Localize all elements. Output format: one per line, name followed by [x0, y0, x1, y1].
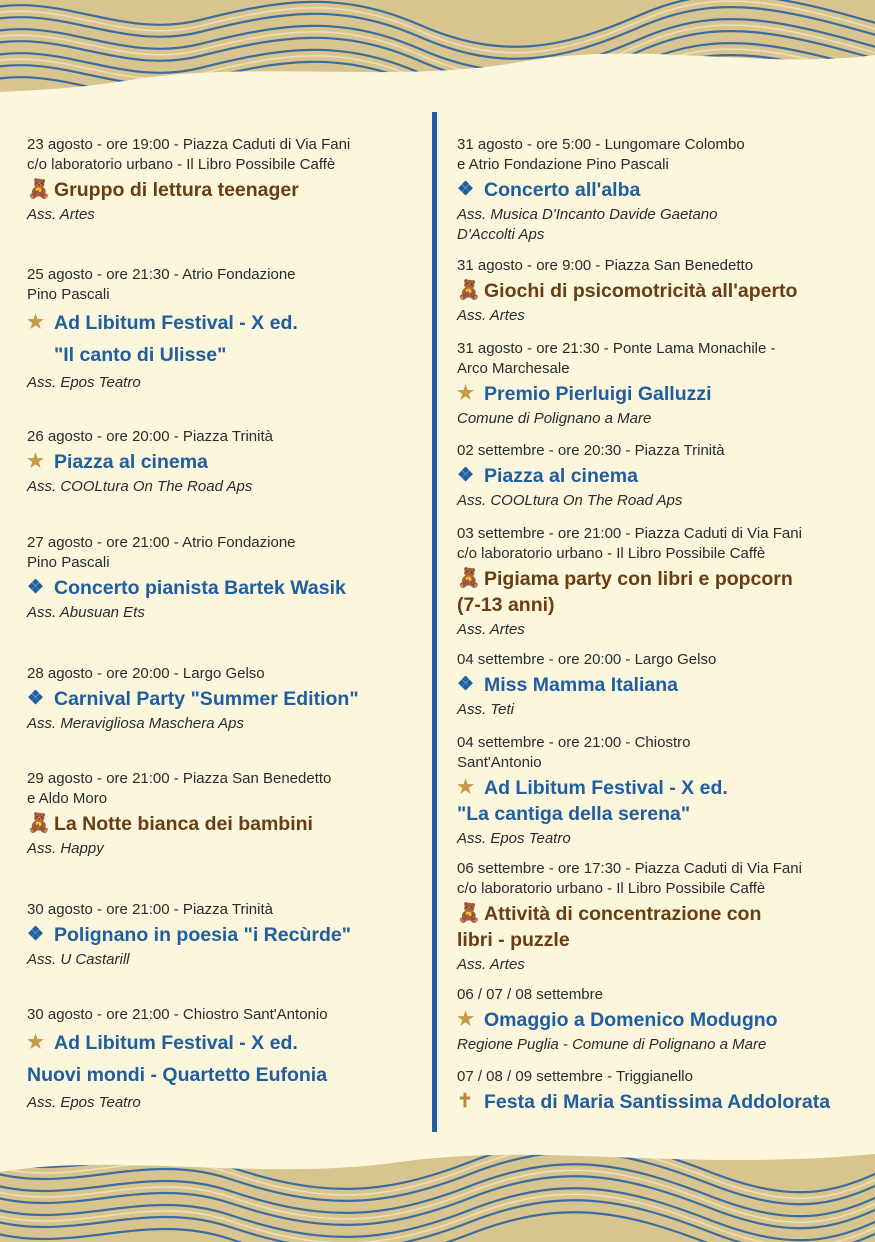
event-title: ✝ Festa di Maria Santissima Addolorata	[457, 1091, 831, 1113]
bottom-wave-decoration	[0, 1142, 875, 1242]
column-divider	[432, 112, 437, 1132]
event-item	[457, 524, 867, 640]
event-item	[27, 664, 417, 734]
event-meta: 07 / 08 / 09 settembre - Triggianello	[457, 1068, 693, 1085]
event-title-line2: Nuovi mondi - Quartetto Eufonia	[27, 1064, 328, 1086]
event-organizer: Ass. Teti	[457, 701, 514, 718]
top-wave-decoration	[0, 0, 875, 100]
event-meta: 02 settembre - ore 20:30 - Piazza Trinità	[457, 442, 725, 459]
event-title: 🧸 La Notte bianca dei bambini	[27, 813, 313, 835]
event-meta: 31 agosto - ore 5:00 - Lungomare Colombo e Atrio Fondazione Pino Pascali	[457, 136, 745, 173]
event-organizer: Ass. Artes	[457, 621, 525, 638]
event-item	[457, 859, 867, 975]
event-item	[457, 135, 867, 245]
event-organizer: Ass. Meravigliosa Maschera Aps	[27, 715, 245, 732]
event-title: ❖ Carnival Party "Summer Edition"	[27, 688, 359, 710]
event-title: ❖ Polignano in poesia "i Recùrde"	[27, 924, 351, 946]
event-meta: 06 / 07 / 08 settembre	[457, 986, 603, 1003]
event-title: 🧸 Pigiama party con libri e popcorn	[457, 568, 793, 590]
event-title-line2: (7-13 anni)	[457, 594, 555, 616]
diamond-icon: ❖	[457, 674, 475, 695]
event-organizer: Ass. Artes	[457, 956, 525, 973]
event-item	[457, 650, 867, 720]
teddy-bear-icon: 🧸	[27, 813, 51, 834]
event-meta: 03 settembre - ore 21:00 - Piazza Caduti di Via Fani c/o laboratorio urbano - Il Libro Possibile Caffè	[457, 525, 802, 562]
event-item	[457, 339, 867, 429]
event-organizer: Ass. U Castarill	[27, 951, 130, 968]
event-item	[27, 533, 417, 623]
event-item	[457, 256, 867, 326]
event-meta: 06 settembre - ore 17:30 - Piazza Caduti di Via Fani c/o laboratorio urbano - Il Libro Possibile Caffè	[457, 860, 802, 897]
teddy-bear-icon: 🧸	[457, 280, 481, 301]
event-item	[27, 265, 417, 393]
event-title: ★ Omaggio a Domenico Modugno	[457, 1009, 778, 1031]
event-item	[27, 900, 417, 970]
event-title: 🧸 Gruppo di lettura teenager	[27, 179, 299, 201]
event-organizer: Ass. Artes	[457, 307, 525, 324]
teddy-bear-icon: 🧸	[457, 568, 481, 589]
star-icon: ★	[457, 1009, 475, 1030]
event-meta: 26 agosto - ore 20:00 - Piazza Trinità	[27, 428, 273, 445]
event-meta: 27 agosto - ore 21:00 - Atrio Fondazione Pino Pascali	[27, 534, 296, 571]
event-item	[457, 733, 867, 849]
event-item	[457, 985, 867, 1055]
event-organizer: Ass. COOLtura On The Road Aps	[457, 492, 683, 509]
event-title: ★ Premio Pierluigi Galluzzi	[457, 383, 712, 405]
event-item	[27, 135, 417, 225]
star-icon: ★	[27, 451, 45, 472]
event-item	[27, 427, 417, 497]
event-meta: 25 agosto - ore 21:30 - Atrio Fondazione Pino Pascali	[27, 266, 296, 303]
event-title: ★ Ad Libitum Festival - X ed. "Il canto di Ulisse"	[27, 307, 417, 371]
event-organizer: Ass. Epos Teatro	[27, 1094, 141, 1111]
event-title: ❖ Concerto pianista Bartek Wasik	[27, 577, 346, 599]
event-title-line2: "La cantiga della serena"	[457, 803, 691, 825]
event-meta: 04 settembre - ore 21:00 - Chiostro Sant'Antonio	[457, 734, 691, 771]
event-organizer: Ass. Epos Teatro	[457, 830, 571, 847]
event-meta: 29 agosto - ore 21:00 - Piazza San Benedetto e Aldo Moro	[27, 770, 332, 807]
event-organizer: Ass. Abusuan Ets	[27, 604, 145, 621]
event-title: ★ Piazza al cinema	[27, 451, 208, 473]
diamond-icon: ❖	[457, 179, 475, 200]
event-title: 🧸 Attività di concentrazione con	[457, 903, 762, 925]
event-title: ★ Ad Libitum Festival - X ed.	[27, 1027, 417, 1059]
event-meta: 30 agosto - ore 21:00 - Piazza Trinità	[27, 901, 273, 918]
event-organizer: Ass. Happy	[27, 840, 104, 857]
event-title: ❖ Piazza al cinema	[457, 465, 638, 487]
diamond-icon: ❖	[457, 465, 475, 486]
event-meta: 31 agosto - ore 9:00 - Piazza San Benedetto	[457, 257, 754, 274]
cross-icon: ✝	[457, 1091, 473, 1112]
event-title-line2: libri - puzzle	[457, 929, 570, 951]
star-icon: ★	[457, 383, 475, 404]
event-organizer: Ass. Musica D'Incanto Davide Gaetano D'Accolti Aps	[457, 206, 718, 243]
event-meta: 28 agosto - ore 20:00 - Largo Gelso	[27, 665, 265, 682]
diamond-icon: ❖	[27, 924, 45, 945]
event-item	[457, 441, 867, 511]
event-organizer: Regione Puglia - Comune di Polignano a Mare	[457, 1036, 767, 1053]
diamond-icon: ❖	[27, 577, 45, 598]
star-icon: ★	[457, 777, 475, 798]
teddy-bear-icon: 🧸	[27, 179, 51, 200]
event-item	[457, 1067, 867, 1115]
event-title: ❖ Concerto all'alba	[457, 179, 641, 201]
event-title: 🧸 Giochi di psicomotricità all'aperto	[457, 280, 798, 302]
event-meta: 04 settembre - ore 20:00 - Largo Gelso	[457, 651, 717, 668]
event-meta: 30 agosto - ore 21:00 - Chiostro Sant'Antonio	[27, 1006, 328, 1023]
star-icon: ★	[27, 1032, 45, 1053]
event-meta: 31 agosto - ore 21:30 - Ponte Lama Monachile - Arco Marchesale	[457, 340, 776, 377]
event-title: ★ Ad Libitum Festival - X ed.	[457, 777, 728, 799]
event-meta: 23 agosto - ore 19:00 - Piazza Caduti di Via Fani c/o laboratorio urbano - Il Libro Possibile Caffè	[27, 136, 351, 173]
event-item	[27, 769, 417, 859]
event-organizer: Ass. Epos Teatro	[27, 374, 141, 391]
star-icon: ★	[27, 312, 45, 333]
event-organizer: Comune di Polignano a Mare	[457, 410, 652, 427]
event-title: ❖ Miss Mamma Italiana	[457, 674, 678, 696]
teddy-bear-icon: 🧸	[457, 903, 481, 924]
event-organizer: Ass. Artes	[27, 206, 95, 223]
event-item	[27, 1005, 417, 1113]
diamond-icon: ❖	[27, 688, 45, 709]
event-organizer: Ass. COOLtura On The Road Aps	[27, 478, 253, 495]
